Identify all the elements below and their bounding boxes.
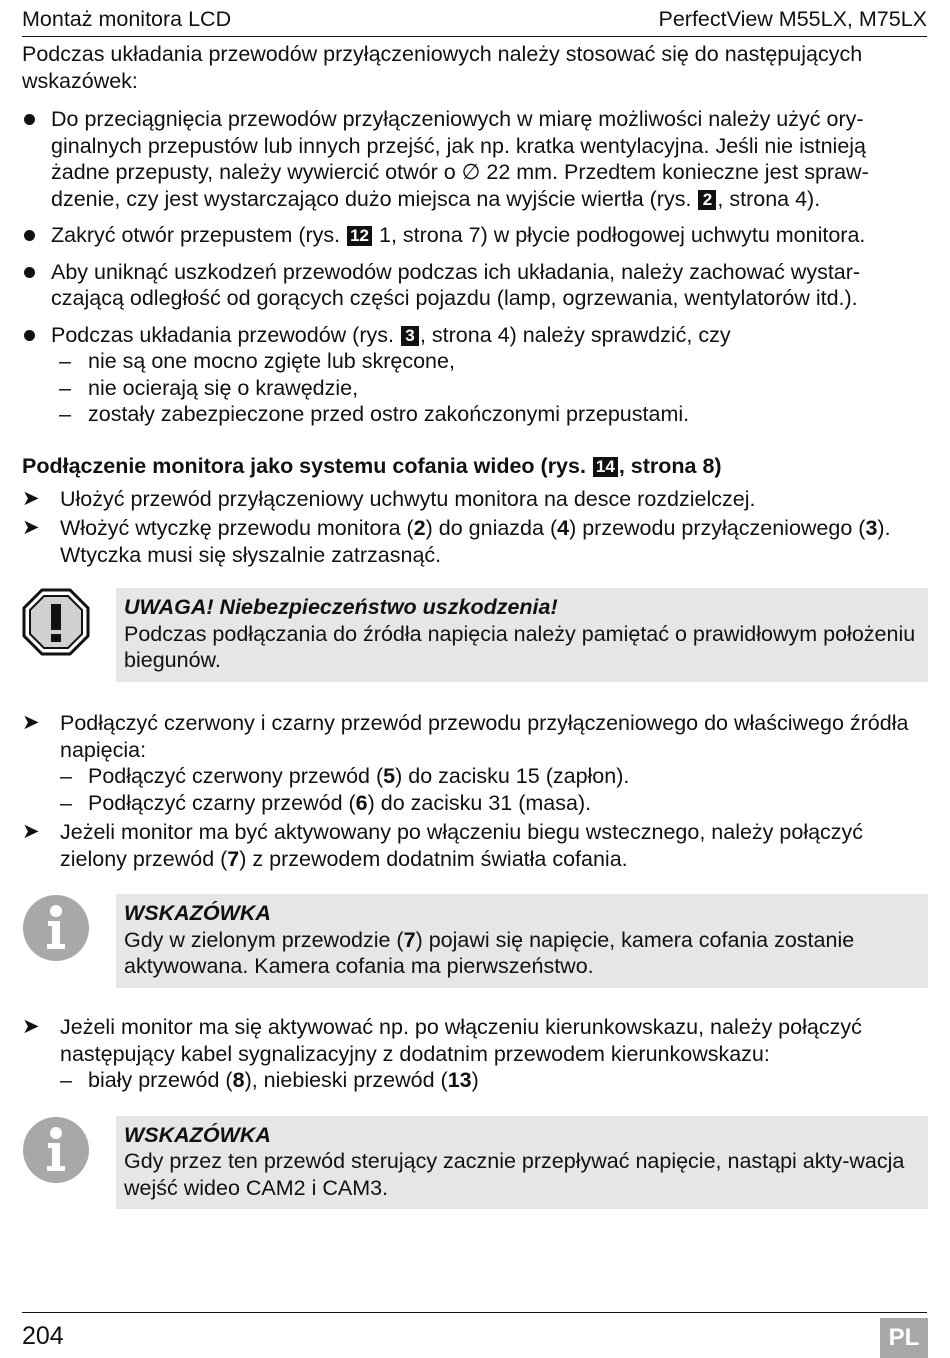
info-title: WSKAZÓWKA [124,901,271,925]
info-notice [22,894,926,990]
diameter-symbol: ∅ [461,160,481,184]
instruction-step: ➤ Jeżeli monitor ma się aktywować np. po włączeniu kierunkowskazu, należy połączyć następujący kabel sygnalizacyjny z dodatnim przewodem kierunkowskazu: – biały przewód (8), niebieski przewód (13) [22,1014,926,1094]
intro-paragraph: Podczas układania przewodów przyłączeniowych należy stosować się do następujących wskazówek: [22,42,863,93]
instruction-step: ➤ Podłączyć czerwony i czarny przewód przewodu przyłączeniowego do właściwego źródła napięcia: – Podłączyć czerwony przewód (5) do zacisku 15 (zapłon). – Podłączyć czarny przewód (6) do zacisku 31 (masa). [22,710,926,816]
step-result: Wtyczka musi się słyszalnie zatrzasnąć. [60,542,442,567]
header-product-name: PerfectView M55LX, M75LX [658,7,927,31]
warning-title: UWAGA! Niebezpieczeństwo uszkodzenia! [124,595,558,619]
arrow-icon: ➤ [22,516,40,539]
dash-marker: – [60,764,72,788]
info-text: Gdy przez ten przewód sterujący zacznie przepływać napięcie, nastąpi akty-wacja wejść wideo CAM2 i CAM3. [124,1149,905,1200]
instruction-steps [22,710,926,872]
check-list [51,348,926,428]
section-heading: Podłączenie monitora jako systemu cofania wideo (rys. 14 , strona 8) [22,453,722,478]
list-item: – zostały zabezpieczone przed ostro zakończonymi przepustami. [59,402,690,426]
figure-reference: 12 [347,226,372,246]
instruction-steps [22,1014,926,1094]
cable-routing-list [22,106,926,428]
instruction-step: ➤ Ułożyć przewód przyłączeniowy uchwytu monitora na desce rozdzielczej. [22,486,756,511]
page-footer [22,1312,927,1351]
bullet-icon [24,330,35,341]
figure-reference: 2 [698,190,716,210]
list-item: – Podłączyć czerwony przewód (5) do zacisku 15 (zapłon). [60,764,630,788]
instruction-steps [22,486,926,569]
list-item: Zakryć otwór przepustem (rys. 12 1, strona 7) w płycie podłogowej uchwytu monitora. [22,222,926,249]
info-box [116,1116,928,1210]
list-item: – nie ocierają się o krawędzie, [59,375,359,400]
figure-reference: 3 [401,326,419,346]
connection-list [60,763,926,816]
arrow-icon: ➤ [22,820,40,843]
info-title: WSKAZÓWKA [124,1122,271,1147]
warning-text: Podczas podłączania do źródła napięcia należy pamiętać o prawidłowym położeniu biegunów. [124,621,916,672]
warning-notice [22,588,926,696]
instruction-step: ➤ Włożyć wtyczkę przewodu monitora (2) do gniazda (4) przewodu przyłączeniowego (3). Wtyczka musi się słyszalnie zatrzasnąć. [22,516,891,567]
bullet-icon [24,230,35,241]
list-item: Aby uniknąć uszkodzeń przewodów podczas ich układania, należy zachować wystar-czającą odległość od gorących części pojazdu (lamp, ogrzewania, wentylatorów itd.). [22,259,926,312]
list-item: – Podłączyć czarny przewód (6) do zacisku 31 (masa). [60,790,592,815]
info-box: WSKAZÓWKA Gdy w zielonym przewodzie (7) pojawi się napięcie, kamera cofania zostanie aktywowana. Kamera cofania ma pierwszeństwo. [116,894,928,988]
list-item: Podczas układania przewodów (rys. 3 , strona 4) należy sprawdzić, czy – nie są one mocno zgięte lub skręcone, – nie ocierają się o krawędzie, – zostały zabezpieczone przed ostro zakończonymi przepustami. [22,322,926,428]
dash-marker: – [59,349,71,373]
arrow-icon: ➤ [22,711,40,734]
info-icon [22,1116,90,1184]
page-header [22,6,927,37]
language-badge: PL [880,1318,928,1358]
dash-marker: – [60,790,72,815]
list-item: Do przeciągnięcia przewodów przyłączeniowych w miarę możliwości należy użyć ory-ginalnych przepustów lub innych przejść, jak np. kratka wentylacyjna. Jeśli nie istnieją żadne przepusty, należy wywiercić otwór o ∅ 22 mm. Przedtem konieczne jest spraw-dzenie, czy jest wystarczająco dużo miejsca na wyjście wiertła (rys. 2 , strona 4). [22,106,926,212]
dash-marker: – [59,402,71,426]
list-item: – nie są one mocno zgięte lub skręcone, [59,349,455,373]
header-chapter-title: Montaż monitora LCD [22,7,232,31]
arrow-icon: ➤ [22,486,40,510]
page-number: 204 [22,1322,64,1350]
info-icon [22,894,90,962]
bullet-icon [24,114,35,125]
dash-marker: – [60,1068,72,1092]
warning-octagon-icon [22,588,90,656]
list-item: – biały przewód (8), niebieski przewód (13) [60,1068,479,1092]
bullet-icon [24,267,35,278]
info-notice [22,1116,926,1212]
warning-box [116,588,928,682]
arrow-icon: ➤ [22,1015,40,1038]
page-content [22,41,926,1212]
figure-reference: 14 [593,457,618,477]
dash-marker: – [59,375,71,400]
signal-cable-list [60,1067,926,1094]
instruction-step: ➤ Jeżeli monitor ma być aktywowany po włączeniu biegu wstecznego, należy połączyć zielony przewód (7) z przewodem dodatnim światła cofania. [22,820,864,871]
